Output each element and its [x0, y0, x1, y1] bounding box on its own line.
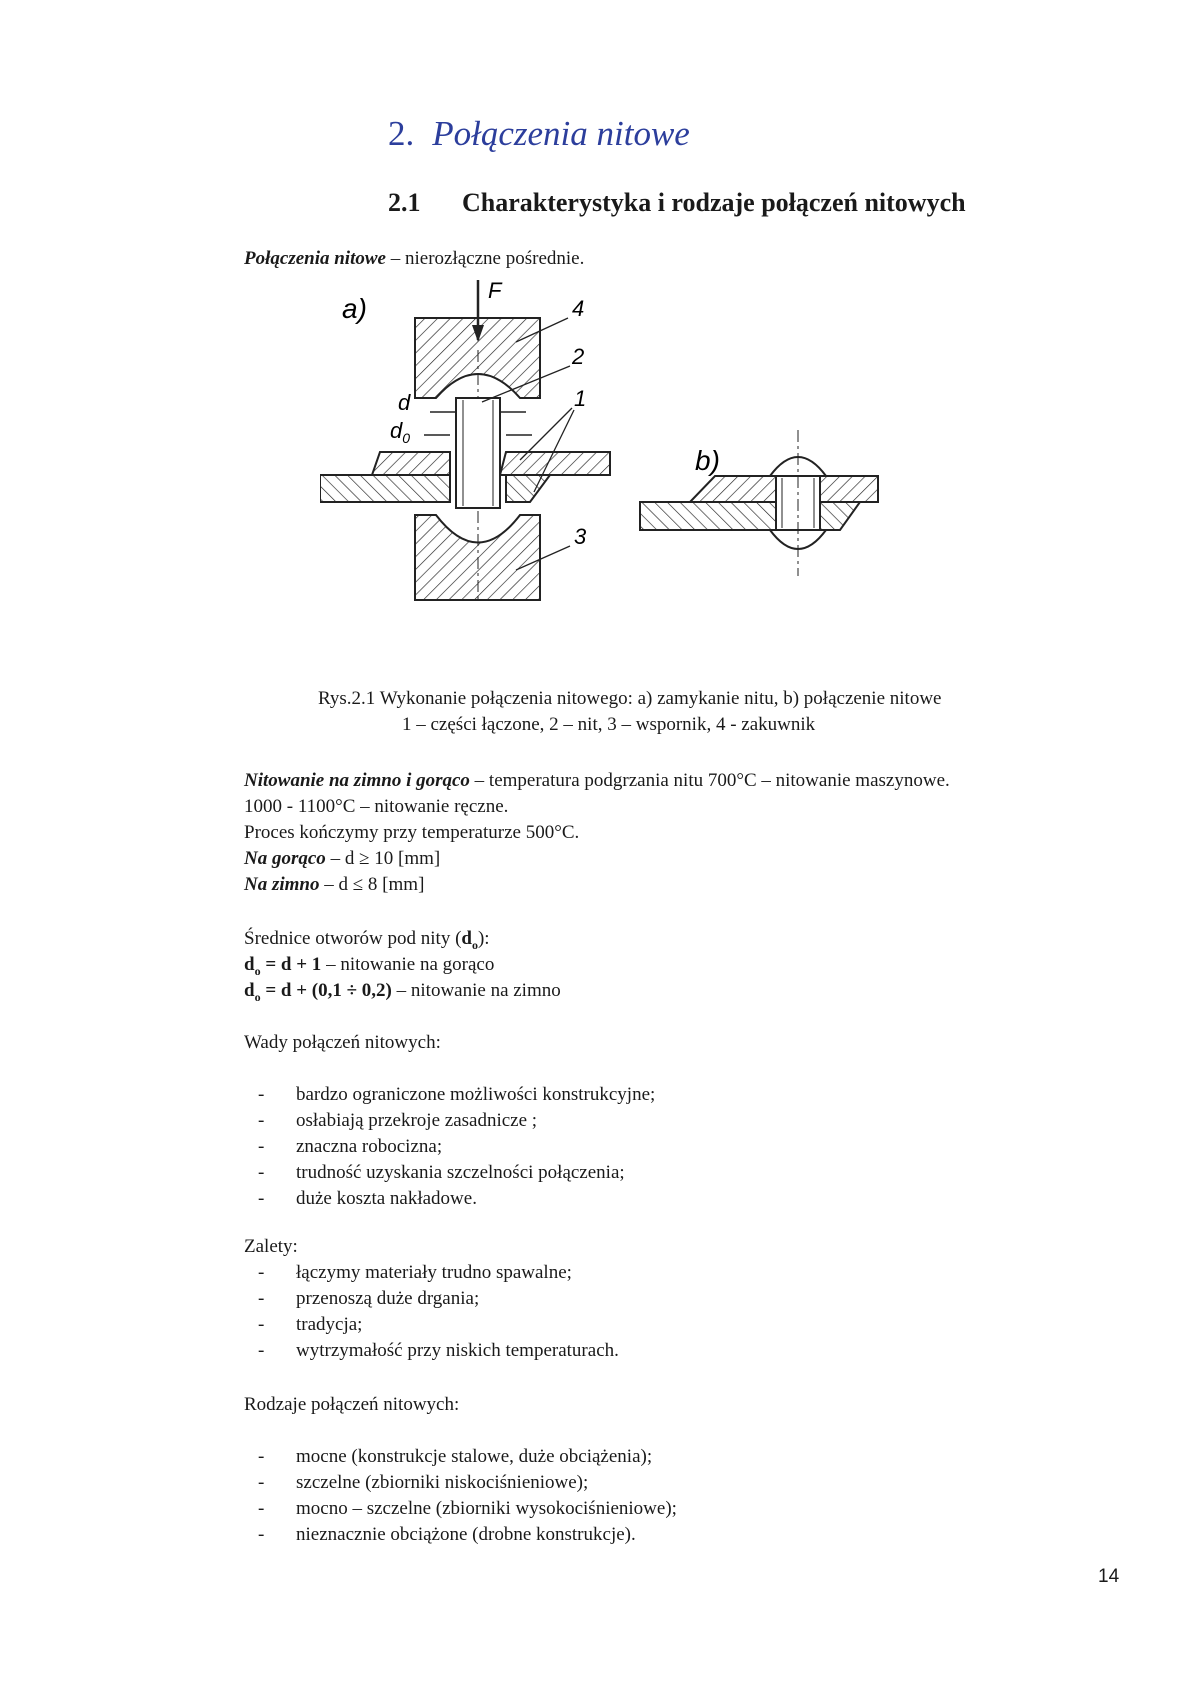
chapter-title [388, 114, 690, 154]
list-item: - tradycja; [258, 1314, 363, 1335]
figure-caption-line2: 1 – części łączone, 2 – nit, 3 – wspornik, 4 - zakuwnik [402, 714, 816, 735]
dim-d-label: d [398, 390, 411, 415]
section-number: 2.1 [388, 188, 421, 217]
hot-rest: – d ≥ 10 [mm] [325, 848, 441, 869]
list-item: - szczelne (zbiorniki niskociśnieniowe); [258, 1472, 589, 1493]
callout-4: 4 [572, 296, 585, 321]
section-title-text: Charakterystyka i rodzaje połączeń nitowych [462, 188, 966, 217]
figure-caption-line1: Rys.2.1 Wykonanie połączenia nitowego: a) zamykanie nitu, b) połączenie nitowe [318, 688, 942, 709]
rivet-figure [320, 270, 980, 650]
riveting-line3: Proces kończymy przy temperaturze 500°C. [244, 822, 580, 843]
chapter-title-text: Połączenia nitowe [432, 114, 690, 153]
figure-label-a: a) [342, 293, 367, 324]
list-item: - przenoszą duże drgania; [258, 1288, 480, 1309]
cold-rest: – d ≤ 8 [mm] [319, 874, 425, 895]
list-item: - wytrzymałość przy niskich temperaturach. [258, 1340, 619, 1361]
callout-1: 1 [574, 386, 587, 411]
list-item: - nieznacznie obciążone (drobne konstrukcje). [258, 1524, 636, 1545]
riveting-hot [244, 848, 440, 870]
figure-label-b: b) [695, 445, 720, 476]
riveting-line2: 1000 - 1100°C – nitowanie ręczne. [244, 796, 509, 817]
chapter-number: 2. [388, 114, 415, 153]
list-item: - łączymy materiały trudno spawalne; [258, 1262, 572, 1283]
riveting-rest: – temperatura podgrzania nitu 700°C – nitowanie maszynowe. [469, 770, 950, 791]
intro-term: Połączenia nitowe [244, 248, 386, 269]
kinds-heading: Rodzaje połączeń nitowych: [244, 1394, 460, 1415]
list-item: - duże koszta nakładowe. [258, 1188, 477, 1209]
holes-formula-hot: $d_o = d + 1$ – nitowanie na gorąco [244, 954, 495, 978]
callout-3: 3 [574, 524, 587, 549]
holes-intro: Średnice otworów pod nity $(d_o)$: [244, 928, 490, 952]
dim-d0-label: $d_0$ [390, 418, 411, 446]
riveting-term: Nitowanie na zimno i gorąco [244, 770, 470, 791]
callout-2: 2 [572, 344, 585, 369]
intro-rest: – nierozłączne pośrednie. [385, 248, 585, 269]
page-number: 14 [1098, 1566, 1120, 1587]
disadvantages-heading: Wady połączeń nitowych: [244, 1032, 441, 1053]
finished-rivet-joint [640, 430, 878, 576]
force-label: F [488, 278, 502, 303]
riveting-cold [244, 874, 424, 896]
intro-line [244, 248, 584, 270]
holes-formula-cold: $d_o = d + (0,1 \div 0,2)$ – nitowanie na zimno [244, 980, 561, 1004]
section-title [388, 188, 966, 218]
rivet-shank [456, 398, 500, 508]
advantages-heading: Zalety: [244, 1236, 298, 1257]
riveting-line1 [244, 770, 950, 792]
list-item: - bardzo ograniczone możliwości konstrukcyjne; [258, 1084, 656, 1105]
list-item: - trudność uzyskania szczelności połączenia; [258, 1162, 625, 1183]
list-item: - mocne (konstrukcje stalowe, duże obciążenia); [258, 1446, 653, 1467]
list-item: - mocno – szczelne (zbiorniki wysokociśnieniowe); [258, 1498, 677, 1519]
cold-term: Na zimno [244, 874, 320, 895]
hot-term: Na gorąco [244, 848, 326, 869]
list-item: - osłabiają przekroje zasadnicze ; [258, 1110, 538, 1131]
list-item: - znaczna robocizna; [258, 1136, 443, 1157]
